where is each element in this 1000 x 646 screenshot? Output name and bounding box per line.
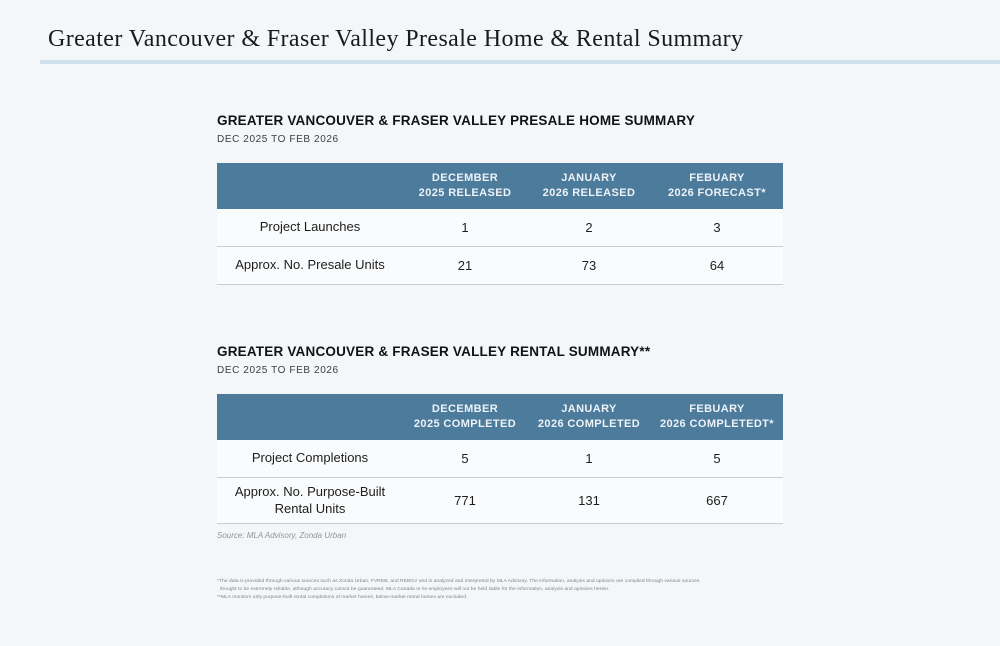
column-header-line1: DECEMBER bbox=[431, 171, 499, 184]
rental-column-header-february bbox=[651, 402, 783, 433]
cell-value: 5 bbox=[713, 451, 721, 466]
footnote-line: **MLA monitors only purpose-built rental completions of market homes; below-market rental homes are excluded. bbox=[217, 594, 468, 600]
column-header-line2: 2026 COMPLETEDT* bbox=[660, 418, 774, 430]
column-header-line2: 2026 RELEASED bbox=[542, 187, 636, 199]
rental-table-body bbox=[217, 440, 783, 524]
column-header-line2: 2025 COMPLETED bbox=[413, 418, 517, 430]
rental-section-subtitle: DEC 2025 TO FEB 2026 bbox=[217, 365, 339, 376]
presale-column-header-february bbox=[651, 171, 783, 202]
column-header-line2: 2025 RELEASED bbox=[418, 187, 512, 199]
row-label: Project Completions bbox=[251, 450, 369, 466]
cell-value: 667 bbox=[706, 493, 728, 508]
table-row bbox=[217, 209, 783, 247]
cell-value: 2 bbox=[585, 220, 593, 235]
footnote-line: thought to be extremely reliable, although accuracy cannot be guaranteed. MLA Canada or its employees will not be held liable for the information, analysis and opinions herein. bbox=[220, 586, 610, 592]
table-row bbox=[217, 247, 783, 285]
row-label: Approx. No. Presale Units bbox=[235, 257, 385, 273]
presale-column-header-january bbox=[527, 171, 651, 202]
cell-value: 131 bbox=[578, 493, 600, 508]
column-header-line1: FEBUARY bbox=[689, 402, 745, 415]
cell-value: 21 bbox=[457, 258, 473, 273]
rental-table-header-row bbox=[217, 394, 783, 440]
cell-value: 771 bbox=[454, 493, 476, 508]
rental-column-header-january bbox=[527, 402, 651, 433]
presale-section-subtitle: DEC 2025 TO FEB 2026 bbox=[217, 134, 339, 145]
column-header-line2: 2026 FORECAST* bbox=[668, 187, 766, 199]
page-title: Greater Vancouver & Fraser Valley Presale Home & Rental Summary bbox=[48, 26, 744, 52]
column-header-line1: JANUARY bbox=[561, 402, 617, 415]
presale-column-header-december bbox=[403, 171, 527, 202]
source-note: Source: MLA Advisory, Zonda Urban bbox=[217, 531, 347, 540]
title-underline bbox=[40, 60, 1000, 64]
row-label: Project Launches bbox=[259, 219, 361, 235]
row-label: Approx. No. Purpose-Built Rental Units bbox=[234, 484, 386, 516]
table-row bbox=[217, 478, 783, 524]
presale-summary-section bbox=[217, 113, 783, 285]
rental-summary-section bbox=[217, 344, 783, 540]
cell-value: 1 bbox=[585, 451, 593, 466]
presale-section-title: GREATER VANCOUVER & FRASER VALLEY PRESALE HOME SUMMARY bbox=[217, 113, 696, 128]
cell-value: 5 bbox=[461, 451, 469, 466]
table-row bbox=[217, 440, 783, 478]
column-header-line1: FEBUARY bbox=[689, 171, 745, 184]
rental-column-header-december bbox=[403, 402, 527, 433]
presale-table-header-row bbox=[217, 163, 783, 209]
footnote-line: *The data is provided through various sources such as Zonda Urban, FVREB, and REBGV and is analyzed and interpreted by MLA Advisory. The information, analysis and opinions are compiled through various sources bbox=[217, 579, 700, 584]
column-header-line1: DECEMBER bbox=[431, 402, 499, 415]
rental-section-title: GREATER VANCOUVER & FRASER VALLEY RENTAL SUMMARY** bbox=[217, 344, 651, 359]
cell-value: 3 bbox=[713, 220, 721, 235]
cell-value: 64 bbox=[709, 258, 725, 273]
presale-table-body bbox=[217, 209, 783, 285]
column-header-line2: 2026 COMPLETED bbox=[537, 418, 641, 430]
column-header-line1: JANUARY bbox=[561, 171, 617, 184]
footnotes bbox=[217, 578, 797, 602]
cell-value: 1 bbox=[461, 220, 469, 235]
cell-value: 73 bbox=[581, 258, 597, 273]
